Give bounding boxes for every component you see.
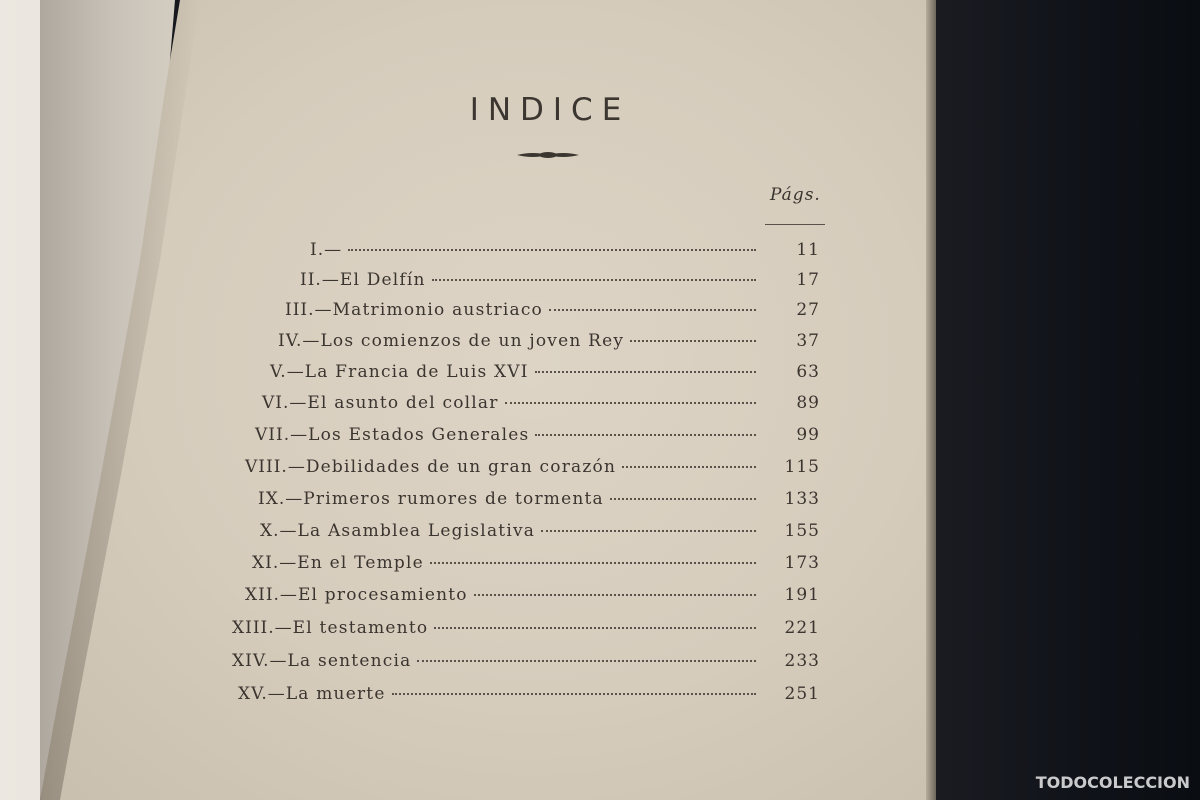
dot-leader — [610, 498, 756, 500]
pages-rule — [765, 224, 825, 225]
page-number: 155 — [784, 521, 820, 541]
chapter-number: II.— — [300, 270, 340, 290]
dot-leader — [434, 627, 756, 629]
toc-entry — [232, 618, 820, 638]
dot-leader — [417, 660, 756, 662]
page-number: 11 — [796, 240, 820, 260]
chapter-number: VIII.— — [245, 457, 306, 477]
page-number: 37 — [796, 331, 820, 351]
page-edge — [926, 0, 936, 800]
chapter-number: XI.— — [252, 553, 298, 573]
toc-entry — [270, 362, 820, 382]
chapter-number: VI.— — [262, 393, 308, 413]
chapter-number: XII.— — [245, 585, 298, 605]
chapter-title: En el Temple — [297, 553, 424, 573]
dot-leader — [549, 309, 756, 311]
chapter-title: Primeros rumores de tormenta — [303, 489, 604, 509]
page-number: 133 — [784, 489, 820, 509]
page-number: 99 — [796, 425, 820, 445]
page-number: 251 — [784, 684, 820, 704]
chapter-title: El asunto del collar — [307, 393, 499, 413]
dot-leader — [535, 434, 756, 436]
chapter-number: IX.— — [258, 489, 304, 509]
chapter-title: El Delfín — [339, 270, 426, 290]
page-number: 27 — [796, 300, 820, 320]
chapter-number: XIV.— — [232, 651, 288, 671]
chapter-title: La muerte — [285, 684, 386, 704]
page-number: 89 — [796, 393, 820, 413]
dot-leader — [474, 594, 756, 596]
chapter-title: Los Estados Generales — [308, 425, 530, 445]
page-number: 173 — [784, 553, 820, 573]
toc-entry — [245, 457, 820, 477]
dot-leader — [348, 249, 756, 251]
toc-entry — [285, 300, 820, 320]
dot-leader — [622, 466, 756, 468]
chapter-number: I.— — [310, 240, 343, 260]
toc-entry — [300, 270, 820, 290]
toc-entry — [232, 651, 820, 671]
dot-leader — [432, 279, 756, 281]
toc-entry — [245, 585, 820, 605]
toc-entry — [260, 521, 820, 541]
dot-leader — [430, 562, 756, 564]
dot-leader — [535, 371, 756, 373]
chapter-number: V.— — [270, 362, 305, 382]
page-number: 221 — [784, 618, 820, 638]
watermark: TODOCOLECCION — [1035, 773, 1190, 792]
chapter-title: El testamento — [292, 618, 429, 638]
chapter-number: III.— — [285, 300, 333, 320]
chapter-number: VII.— — [255, 425, 309, 445]
toc-entry — [238, 684, 820, 704]
chapter-title: La Francia de Luis XVI — [304, 362, 529, 382]
dot-leader — [392, 693, 756, 695]
toc-entry — [252, 553, 820, 573]
chapter-title: El procesamiento — [297, 585, 468, 605]
dot-leader — [630, 340, 756, 342]
toc-entry — [278, 331, 820, 351]
chapter-number: XV.— — [238, 684, 286, 704]
toc-entry — [310, 240, 820, 260]
chapter-title: Los comienzos de un joven Rey — [320, 331, 625, 351]
pages-column-label: Págs. — [770, 185, 821, 205]
page-number: 115 — [784, 457, 820, 477]
toc-entry — [258, 489, 820, 509]
dot-leader — [505, 402, 756, 404]
page-number: 17 — [796, 270, 820, 290]
dot-leader — [541, 530, 756, 532]
page-number: 63 — [796, 362, 820, 382]
page-title: INDICE — [469, 92, 631, 128]
background — [930, 0, 1200, 800]
page-number: 233 — [784, 651, 820, 671]
chapter-title: Matrimonio austriaco — [332, 300, 543, 320]
chapter-number: X.— — [260, 521, 298, 541]
chapter-title: La sentencia — [287, 651, 412, 671]
chapter-title: Debilidades de un gran corazón — [305, 457, 617, 477]
page-number: 191 — [784, 585, 820, 605]
chapter-title: La Asamblea Legislativa — [297, 521, 536, 541]
chapter-number: IV.— — [278, 331, 321, 351]
ornament-icon — [515, 147, 581, 163]
toc-entry — [262, 393, 820, 413]
toc-entry — [255, 425, 820, 445]
chapter-number: XIII.— — [232, 618, 293, 638]
